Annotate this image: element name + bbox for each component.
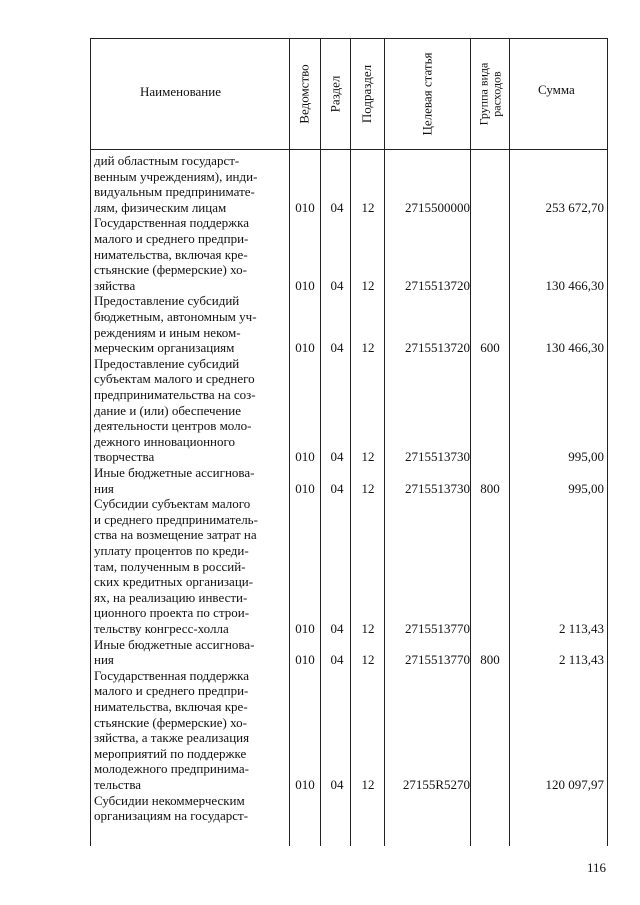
row-name-line: организациям на государст- bbox=[94, 808, 249, 824]
header-gruppa-cell bbox=[471, 39, 509, 149]
header-gruppa bbox=[477, 63, 503, 126]
row-raz: 04 bbox=[330, 199, 344, 215]
col-divider-5 bbox=[470, 38, 471, 846]
row-cs: 2715500000 bbox=[405, 199, 470, 215]
header-podrazdel-cell bbox=[351, 39, 384, 149]
row-name-line: Предоставление субсидий bbox=[94, 355, 240, 371]
row-ved: 010 bbox=[295, 777, 315, 792]
row-name-line: ства на возмещение затрат на bbox=[94, 527, 257, 543]
row-name-line: молодежного предпринима- bbox=[94, 761, 249, 777]
row-name-line: тельства bbox=[94, 776, 142, 792]
row-name-line: предпринимательства на соз- bbox=[94, 386, 256, 402]
col-divider-3 bbox=[350, 38, 351, 846]
header-vedomstvo: Ведомство bbox=[297, 64, 312, 124]
row-name-line: стьянские (фермерские) хо- bbox=[94, 262, 247, 278]
row-pod: 12 bbox=[361, 621, 375, 636]
row-pod: 12 bbox=[361, 277, 375, 293]
col-divider-4 bbox=[384, 38, 385, 846]
row-name-line: Субсидии некоммерческим bbox=[94, 792, 245, 808]
col-divider-6 bbox=[509, 38, 510, 846]
row-name-line: ния bbox=[94, 480, 114, 496]
row-name-line: творчества bbox=[94, 449, 155, 465]
row-name-line: ционного проекта по строи- bbox=[94, 605, 250, 621]
row-ved: 010 bbox=[295, 199, 315, 215]
row-name-line: малого и среднего предпри- bbox=[94, 230, 249, 246]
row-grp: 600 bbox=[480, 340, 500, 356]
row-ved: 010 bbox=[295, 449, 315, 465]
col-divider-2 bbox=[320, 38, 321, 846]
row-name-line: нимательства, включая кре- bbox=[94, 246, 248, 262]
row-name-line: Субсидии субъектам малого bbox=[94, 496, 251, 512]
row-name-line: зяйства, а также реализация bbox=[94, 730, 250, 746]
row-sum: 130 466,30 bbox=[545, 340, 604, 356]
row-raz: 04 bbox=[330, 480, 344, 496]
row-name-line: уплату процентов по креди- bbox=[94, 542, 249, 558]
row-sum: 995,00 bbox=[568, 480, 604, 496]
row-pod: 12 bbox=[361, 652, 375, 668]
row-name bbox=[94, 293, 286, 355]
row-sum: 995,00 bbox=[568, 449, 604, 465]
row-raz: 04 bbox=[330, 277, 344, 293]
row-ved: 010 bbox=[295, 621, 315, 636]
col-divider-1 bbox=[289, 38, 290, 846]
header-vedomstvo-cell bbox=[290, 39, 320, 149]
row-cs: 2715513730 bbox=[405, 480, 470, 496]
row-ved: 010 bbox=[295, 652, 315, 668]
row-name-line: мерческим организациям bbox=[94, 340, 235, 356]
row-raz: 04 bbox=[330, 652, 344, 668]
header-bottom-border bbox=[90, 149, 608, 150]
row-name-line: мероприятий по поддержке bbox=[94, 745, 247, 761]
row-sum: 130 466,30 bbox=[545, 277, 604, 293]
row-name-line: тельству конгресс-холла bbox=[94, 620, 229, 636]
header-celevaya-cell bbox=[385, 39, 470, 149]
row-name bbox=[94, 668, 286, 793]
header-name: Наименование bbox=[140, 84, 221, 99]
row-sum: 120 097,97 bbox=[545, 777, 604, 792]
row-name-line: венным учреждениям), инди- bbox=[94, 168, 258, 184]
row-name-line: ния bbox=[94, 652, 114, 668]
row-name bbox=[94, 153, 286, 215]
row-name-line: дежного инновационного bbox=[94, 433, 236, 449]
row-name-line: Иные бюджетные ассигнова- bbox=[94, 465, 255, 480]
row-raz: 04 bbox=[330, 621, 344, 636]
row-name-line: реждениям и иным неком- bbox=[94, 324, 241, 340]
row-name bbox=[94, 356, 286, 465]
row-cs: 2715513770 bbox=[405, 621, 470, 636]
row-name-line: лям, физическим лицам bbox=[94, 199, 227, 215]
row-sum: 2 113,43 bbox=[558, 652, 604, 668]
row-pod: 12 bbox=[361, 449, 375, 465]
header-razdel: Раздел bbox=[327, 75, 343, 113]
page-number: 116 bbox=[586, 860, 606, 875]
row-raz: 04 bbox=[330, 340, 344, 356]
row-sum: 253 672,70 bbox=[545, 199, 604, 215]
row-pod: 12 bbox=[361, 480, 375, 496]
row-name bbox=[94, 215, 286, 293]
row-pod: 12 bbox=[361, 777, 375, 792]
row-pod: 12 bbox=[361, 340, 375, 356]
row-grp: 800 bbox=[480, 652, 500, 668]
row-name-line: дий областным государст- bbox=[94, 153, 240, 168]
row-pod: 12 bbox=[361, 199, 375, 215]
row-name-line: зяйства bbox=[94, 277, 136, 293]
row-name bbox=[94, 793, 286, 824]
header-summa: Сумма bbox=[538, 82, 575, 97]
row-sum: 2 113,43 bbox=[558, 621, 604, 636]
row-cs: 2715513730 bbox=[405, 449, 470, 465]
row-name-line: деятельности центров моло- bbox=[94, 418, 252, 434]
row-name-line: ских кредитных организаци- bbox=[94, 574, 254, 590]
row-ved: 010 bbox=[295, 277, 315, 293]
row-ved: 010 bbox=[295, 480, 315, 496]
col-left-border bbox=[90, 38, 91, 846]
row-name bbox=[94, 465, 286, 496]
row-name-line: Государственная поддержка bbox=[94, 215, 250, 231]
row-name-line: малого и среднего предпри- bbox=[94, 683, 249, 699]
row-name-line: субъектам малого и среднего bbox=[94, 371, 255, 387]
row-name-line: Иные бюджетные ассигнова- bbox=[94, 636, 255, 652]
row-name bbox=[94, 496, 286, 636]
row-cs: 27155R5270 bbox=[402, 777, 470, 792]
row-name-line: Государственная поддержка bbox=[94, 667, 250, 683]
row-cs: 2715513770 bbox=[405, 652, 470, 668]
row-name bbox=[94, 637, 286, 668]
row-name-line: дание и (или) обеспечение bbox=[94, 402, 242, 418]
row-ved: 010 bbox=[295, 340, 315, 356]
row-name-line: бюджетным, автономным уч- bbox=[94, 308, 257, 324]
header-gruppa-line2: расходов bbox=[489, 71, 503, 117]
row-name-line: ях, на реализацию инвести- bbox=[94, 589, 248, 605]
row-grp: 800 bbox=[480, 480, 500, 496]
header-razdel-cell bbox=[321, 39, 350, 149]
row-name-line: видуальным предпринимате- bbox=[94, 184, 255, 200]
row-cs: 2715513720 bbox=[405, 340, 470, 356]
header-podrazdel: Подраздел bbox=[359, 64, 375, 124]
col-right-border bbox=[607, 38, 608, 846]
row-cs: 2715513720 bbox=[405, 277, 470, 293]
row-name-line: стьянские (фермерские) хо- bbox=[94, 714, 247, 730]
row-name-line: нимательства, включая кре- bbox=[94, 698, 248, 714]
row-name-line: и среднего предприниматель- bbox=[94, 511, 258, 527]
row-name-line: Предоставление субсидий bbox=[94, 293, 240, 309]
header-celevaya: Целевая статья bbox=[419, 52, 435, 136]
row-raz: 04 bbox=[330, 449, 344, 465]
header-gruppa-line1: Группа вида bbox=[476, 62, 490, 126]
row-raz: 04 bbox=[330, 777, 344, 792]
row-name-line: там, полученным в россий- bbox=[94, 558, 246, 574]
